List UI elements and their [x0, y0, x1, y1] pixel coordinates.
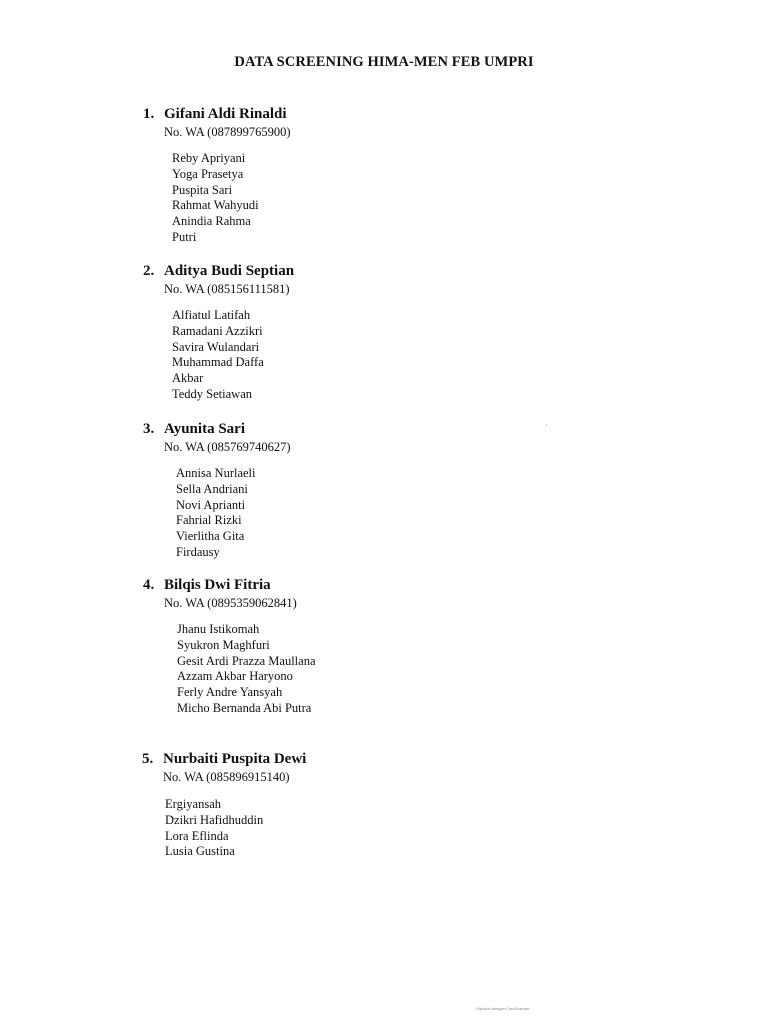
- member-name: Muhammad Daffa: [172, 355, 264, 370]
- document-title-text: DATA SCREENING HIMA-MEN FEB UMPRI: [234, 54, 534, 70]
- member-name: Teddy Setiawan: [172, 386, 253, 401]
- member-name: Rahmat Wahyudi: [172, 198, 259, 213]
- member-name: Jhanu Istikomah: [177, 622, 260, 636]
- member-name: Putri: [172, 229, 197, 244]
- member-name: Sella Andriani: [176, 481, 248, 496]
- member-list: [165, 797, 263, 860]
- group-leader-name: Nurbaiti Puspita Dewi: [163, 751, 307, 767]
- group-leader-name: Bilqis Dwi Fitria: [164, 577, 271, 593]
- member-name: Dzikri Hafidhuddin: [165, 812, 264, 827]
- group-leader-heading: [143, 421, 245, 438]
- member-name: Reby Apriyani: [172, 151, 246, 165]
- group-whatsapp-number: No. WA (0895359062841): [164, 596, 297, 610]
- scanner-watermark: Dipindai dengan CamScanner: [476, 1006, 530, 1011]
- member-name: Ramadani Azzikri: [172, 323, 263, 338]
- member-name: Novi Aprianti: [176, 497, 246, 512]
- member-name: Fahrial Rizki: [176, 513, 242, 528]
- member-list: [172, 308, 264, 403]
- member-name: Vierlitha Gita: [176, 529, 245, 544]
- group-whatsapp-number: No. WA (087899765900): [164, 125, 291, 139]
- member-name: Ferly Andre Yansyah: [177, 685, 283, 700]
- member-name: Akbar: [172, 371, 204, 386]
- group-whatsapp-number: No. WA (085156111581): [164, 282, 290, 296]
- document-title: [0, 54, 768, 71]
- member-name: Lora Eflinda: [165, 828, 229, 843]
- member-list: [177, 622, 316, 717]
- group-leader-heading: [142, 751, 306, 768]
- group-number: 4.: [143, 577, 155, 593]
- group-number: 5.: [142, 751, 154, 767]
- group-leader-name: Ayunita Sari: [164, 421, 245, 437]
- group-number: 2.: [143, 263, 155, 279]
- member-name: Puspita Sari: [172, 182, 233, 197]
- member-name: Annisa Nurlaeli: [176, 466, 256, 480]
- member-list: [176, 466, 256, 561]
- group-leader-name: Gifani Aldi Rinaldi: [164, 106, 287, 122]
- group-leader-heading: [143, 106, 287, 123]
- group-leader-heading: [143, 263, 294, 280]
- member-name: Alfiatul Latifah: [172, 308, 251, 322]
- member-name: Lusia Gustina: [165, 844, 235, 859]
- member-name: Yoga Prasetya: [172, 166, 244, 181]
- member-name: Gesit Ardi Prazza Maullana: [177, 653, 316, 668]
- member-name: Savira Wulandari: [172, 339, 260, 354]
- member-name: Syukron Maghfuri: [177, 637, 270, 652]
- scan-speck: [546, 424, 547, 425]
- group-number: 1.: [143, 106, 155, 122]
- member-list: [172, 151, 259, 246]
- group-number: 3.: [143, 421, 155, 437]
- member-name: Firdausy: [176, 544, 220, 559]
- group-leader-heading: [143, 577, 271, 594]
- member-name: Ergiyansah: [165, 797, 222, 811]
- group-whatsapp-number: No. WA (085896915140): [163, 770, 290, 784]
- member-name: Anindia Rahma: [172, 214, 251, 229]
- member-name: Micho Bernanda Abi Putra: [177, 700, 312, 715]
- group-whatsapp-number: No. WA (085769740627): [164, 440, 291, 454]
- group-leader-name: Aditya Budi Septian: [164, 263, 295, 279]
- member-name: Azzam Akbar Haryono: [177, 669, 293, 684]
